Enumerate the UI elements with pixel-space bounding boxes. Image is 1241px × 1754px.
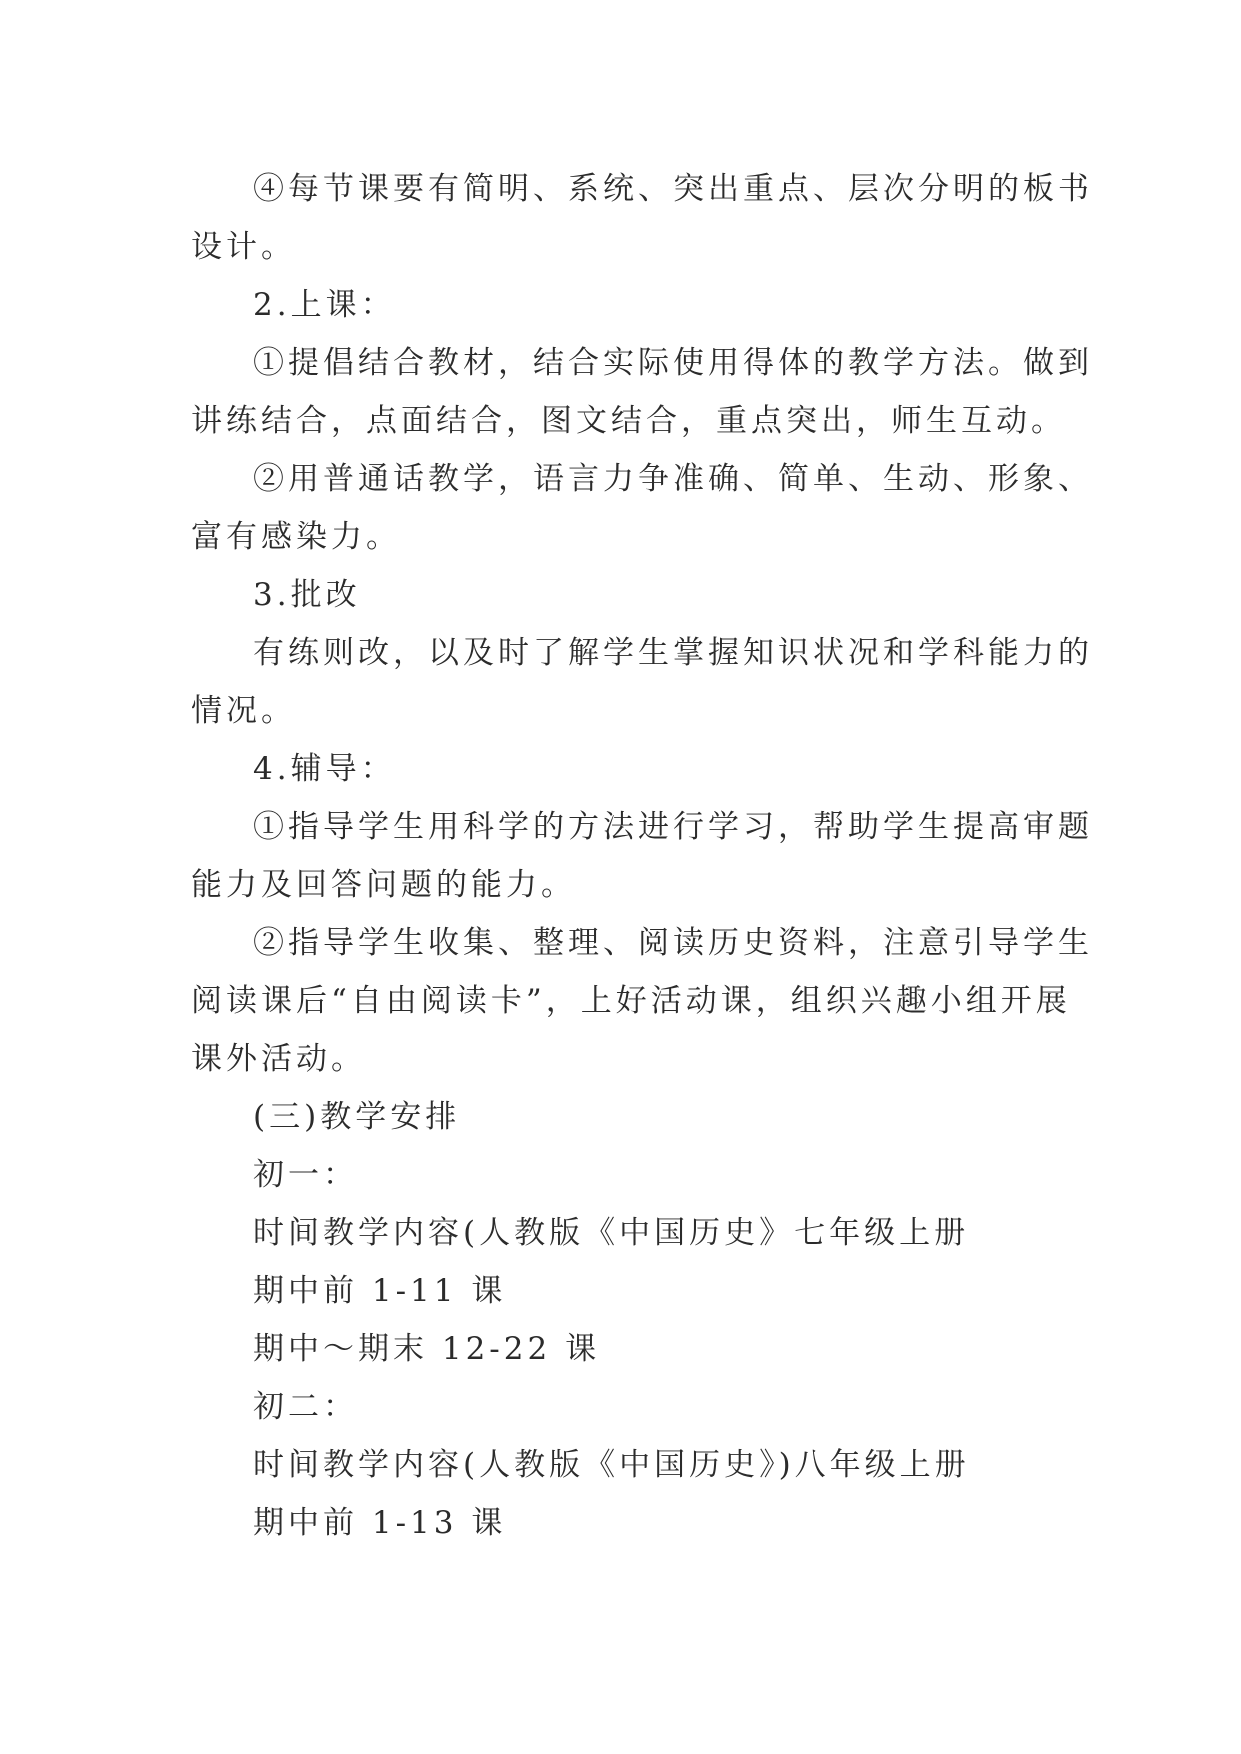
- schedule-line: 时间教学内容(人教版《中国历史》七年级上册: [253, 1215, 970, 1251]
- document-body: [191, 160, 1093, 1552]
- paragraph-line: 情况。: [191, 693, 296, 729]
- paragraph-line: ①提倡结合教材，结合实际使用得体的教学方法。做到: [253, 345, 1093, 381]
- paragraph-line: 课外活动。: [191, 1041, 366, 1077]
- paragraph-line: 讲练结合，点面结合，图文结合，重点突出，师生互动。: [191, 403, 1066, 439]
- paragraph-line: ②用普通话教学，语言力争准确、简单、生动、形象、: [253, 461, 1093, 497]
- section-heading: (三)教学安排: [253, 1099, 461, 1135]
- schedule-line: 时间教学内容(人教版《中国历史》)八年级上册: [253, 1447, 970, 1483]
- section-heading: 3.批改: [253, 577, 361, 613]
- paragraph-line: ④每节课要有简明、系统、突出重点、层次分明的板书: [253, 171, 1093, 207]
- paragraph-line: 富有感染力。: [191, 519, 401, 555]
- paragraph-line: 能力及回答问题的能力。: [191, 867, 576, 903]
- paragraph-line: ②指导学生收集、整理、阅读历史资料，注意引导学生: [253, 925, 1093, 961]
- paragraph-line: 阅读课后“自由阅读卡”，上好活动课，组织兴趣小组开展: [191, 983, 1071, 1019]
- schedule-line: 期中前 1-13 课: [253, 1505, 507, 1541]
- section-heading: 4.辅导：: [253, 751, 396, 787]
- schedule-line: 期中～期末 12-22 课: [253, 1331, 601, 1367]
- grade-heading: 初二：: [253, 1389, 358, 1425]
- section-heading: 2.上课：: [253, 287, 396, 323]
- paragraph-line: ①指导学生用科学的方法进行学习，帮助学生提高审题: [253, 809, 1093, 845]
- grade-heading: 初一：: [253, 1157, 358, 1193]
- paragraph-line: 有练则改，以及时了解学生掌握知识状况和学科能力的: [253, 635, 1093, 671]
- schedule-line: 期中前 1-11 课: [253, 1273, 507, 1309]
- paragraph-line: 设计。: [191, 229, 296, 265]
